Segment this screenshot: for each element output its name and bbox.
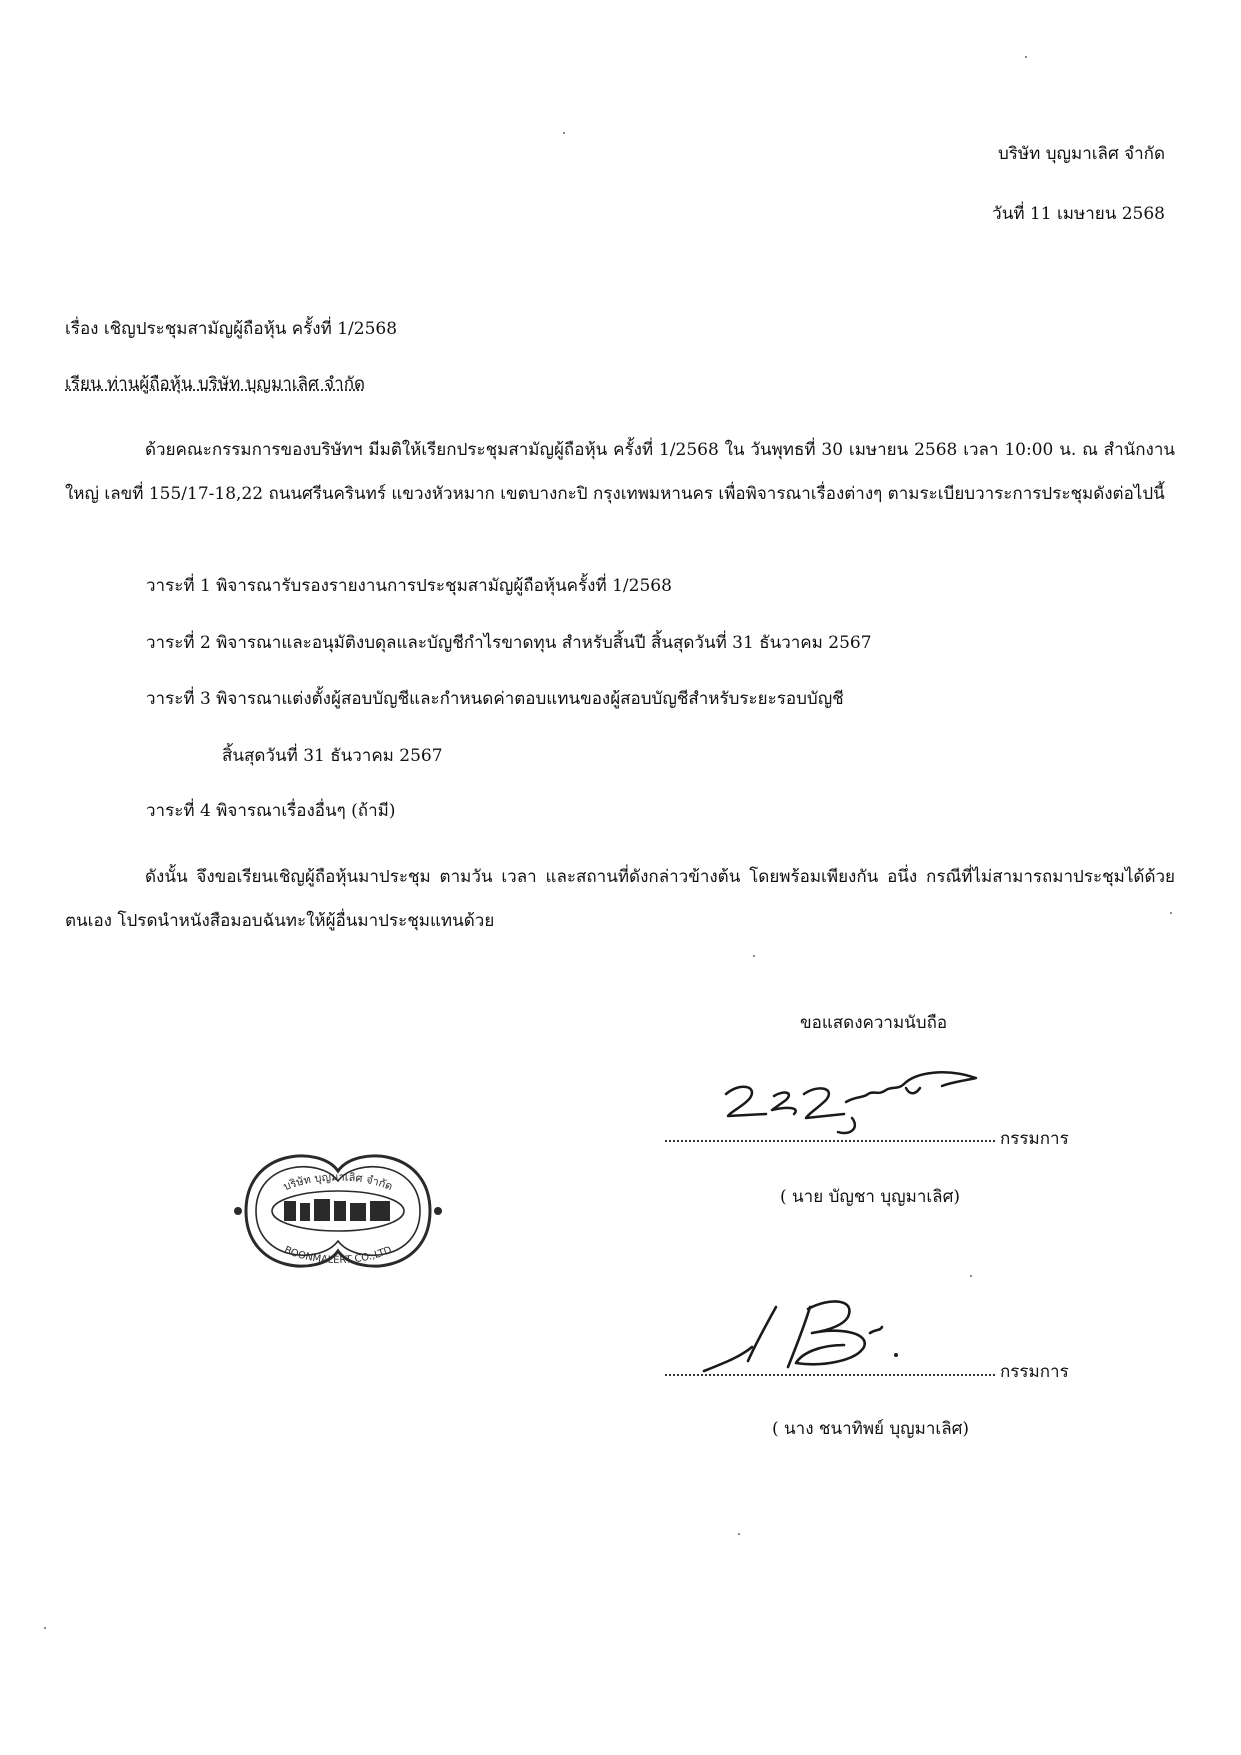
date-line: วันที่ 11 เมษายน 2568 bbox=[992, 204, 1165, 224]
agenda-item-1: วาระที่ 1 พิจารณารับรองรายงานการประชุมสามัญผู้ถือหุ้นครั้งที่ 1/2568 bbox=[146, 576, 672, 596]
scan-speck bbox=[1025, 56, 1027, 58]
signatory-2-name: ( นาง ชนาทิพย์ บุญมาเลิศ) bbox=[772, 1419, 970, 1439]
scan-speck bbox=[1170, 912, 1172, 914]
subject-line: เรื่อง เชิญประชุมสามัญผู้ถือหุ้น ครั้งที่ 1/2568 bbox=[65, 319, 398, 339]
stamp-text-bottom: BOONMALERT CO.,LTD bbox=[282, 1244, 394, 1267]
intro-paragraph bbox=[65, 428, 1175, 516]
addressee-line: เรียน ท่านผู้ถือหุ้น บริษัท บุญมาเลิศ จำกัด bbox=[65, 374, 366, 394]
stamp-center-logo bbox=[284, 1199, 390, 1221]
agenda-item-2: วาระที่ 2 พิจารณาและอนุมัติงบดุลและบัญชีกำไรขาดทุน สำหรับสิ้นปี สิ้นสุดวันที่ 31 ธันวาคม 2567 bbox=[146, 633, 872, 653]
signatory-1-role: กรรมการ bbox=[1000, 1129, 1069, 1149]
signature-line-2 bbox=[665, 1374, 995, 1376]
company-header: บริษัท บุญมาเลิศ จำกัด bbox=[997, 144, 1165, 164]
regards-line: ขอแสดงความนับถือ bbox=[800, 1013, 948, 1033]
signature-1 bbox=[720, 1060, 990, 1145]
scan-speck bbox=[563, 132, 565, 134]
signatory-2-role: กรรมการ bbox=[1000, 1362, 1069, 1382]
agenda-item-3-continued: สิ้นสุดวันที่ 31 ธันวาคม 2567 bbox=[222, 746, 443, 766]
intro-text: ด้วยคณะกรรมการของบริษัทฯ มีมติให้เรียกประชุมสามัญผู้ถือหุ้น ครั้งที่ 1/2568 ใน วันพุทธที่ 30 เมษายน 2568 เวลา 10:00 น. ณ สำนักงานใหญ่ เลขที่ 155/17-18,22 ถนนศรีนครินทร์ แขวงหัวหมาก เขตบางกะปิ กรุงเทพมหานคร เพื่อพิจารณาเรื่องต่างๆ ตามระเบียบวาระการประชุมดังต่อไปนี้ bbox=[65, 440, 1175, 504]
agenda-item-3: วาระที่ 3 พิจารณาแต่งตั้งผู้สอบบัญชีและกำหนดค่าตอบแทนของผู้สอบบัญชีสำหรับระยะรอบบัญชี bbox=[146, 689, 844, 709]
scan-speck bbox=[970, 1275, 972, 1277]
stamp-text-top: บริษัท บุญมาเลิศ จำกัด bbox=[281, 1170, 395, 1194]
closing-text: ดังนั้น จึงขอเรียนเชิญผู้ถือหุ้นมาประชุม ตามวัน เวลา และสถานที่ดังกล่าวข้างต้น โดยพร้อมเพียงกัน อนึ่ง กรณีที่ไม่สามารถมาประชุมได้ด้วยตนเอง โปรดนำหนังสือมอบฉันทะให้ผู้อื่นมาประชุมแทนด้วย bbox=[65, 867, 1175, 931]
scan-speck bbox=[753, 955, 755, 957]
closing-paragraph bbox=[65, 855, 1175, 943]
scan-speck bbox=[44, 1627, 46, 1629]
signature-2 bbox=[700, 1295, 960, 1380]
scan-speck bbox=[738, 1533, 740, 1535]
company-stamp bbox=[222, 1145, 454, 1277]
agenda-item-4: วาระที่ 4 พิจารณาเรื่องอื่นๆ (ถ้ามี) bbox=[146, 801, 396, 821]
signature-line-1 bbox=[665, 1140, 995, 1142]
signatory-1-name: ( นาย บัญชา บุญมาเลิศ) bbox=[780, 1187, 961, 1207]
